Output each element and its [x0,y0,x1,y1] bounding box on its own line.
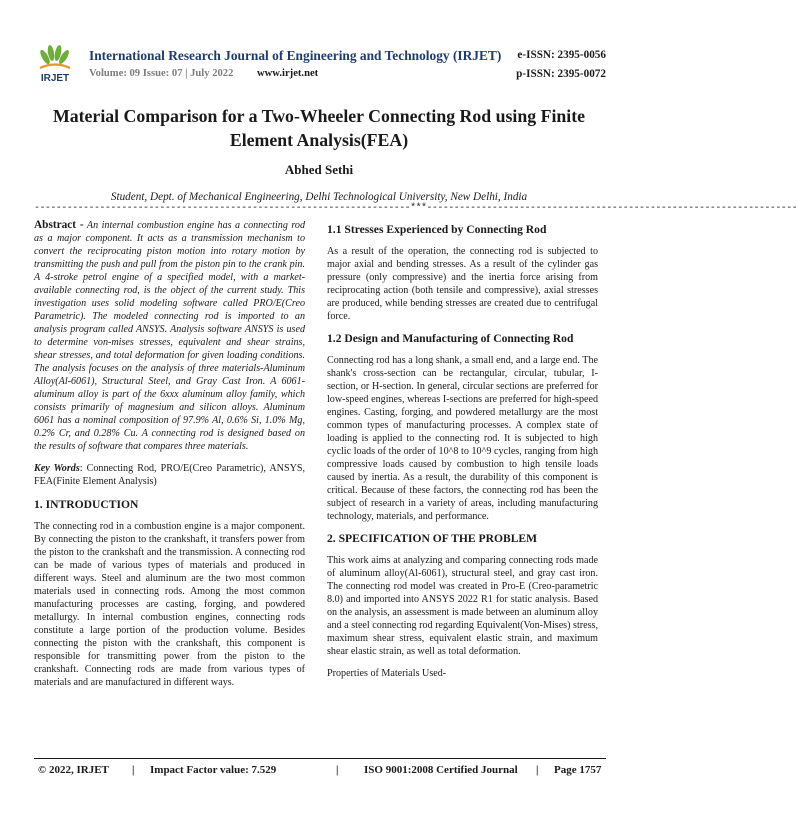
intro-heading: 1. INTRODUCTION [34,498,139,511]
footer-separator: | [536,764,539,776]
abstract-label: Abstract - [34,219,84,231]
footer-separator: | [132,764,135,776]
properties-label: Properties of Materials Used- [327,668,447,679]
pissn: p-ISSN: 2395-0072 [516,68,606,80]
footer-separator: | [336,764,339,776]
eissn: e-ISSN: 2395-0056 [517,49,606,61]
journal-header [34,44,606,86]
volume-issue: Volume: 09 Issue: 07 | July 2022 [89,68,234,79]
separator-line: ---------------------------------------------------------------------***-------------------------------------------------------------------- [34,203,797,214]
section-1-1-text: As a result of the operation, the connecting rod is subjected to major axial and bending stresses. As a result of the cylinder gas pressure (only compressive) and the inertia force arising from reciprocating action (both tensile and compressive), axial stresses are produced, while bending stresses are created due to centrifugal force. [327,246,598,322]
left-column [34,219,305,698]
author-affiliation: Student, Dept. of Mechanical Engineering, Delhi Technological University, New Delhi, India [110,191,528,203]
intro-text: The connecting rod in a combustion engine is a major component. By connecting the piston to the crankshaft, it transfers power from the piston to the crankshaft and the transmission. A connecting rod can be made of various types of materials and produced in different ways. Steel and aluminum are the two most common materials used in connecting rods. Among the most common manufacturing processes are casting, forging, and powdered metallurgy. In internal combustion engines, connecting rods constitute a large portion of the production volume. Besides connecting the piston with the crankshaft, this component is responsible for transmitting power from the piston to the crankshaft. Connecting rods are made from various types of materials and are manufactured in different ways. [34,521,305,688]
journal-name: International Research Journal of Engineering and Technology (IRJET) [89,48,502,63]
section-1-1-heading: 1.1 Stresses Experienced by Connecting Rod [327,223,547,236]
footer-impact-factor: Impact Factor value: 7.529 [150,764,277,776]
right-column [327,219,598,689]
keywords-label: Key Words [34,463,80,474]
journal-website[interactable]: www.irjet.net [257,68,319,79]
section-1-2-heading: 1.2 Design and Manufacturing of Connecting Rod [327,332,574,345]
footer-copyright: © 2022, IRJET [38,764,109,776]
footer-page-number: Page 1757 [554,764,602,776]
section-2-heading: 2. SPECIFICATION OF THE PROBLEM [327,532,538,545]
paper-author: Abhed Sethi [284,162,354,177]
paper-title: Material Comparison for a Two-Wheeler Connecting Rod using Finite Element Analysis(FEA) [52,106,586,150]
keywords [34,462,305,488]
abstract-text: An internal combustion engine has a connecting rod as a major component. It acts as a transmission mechanism to convert the reciprocating piston motion into rotary motion by transmitting the push and pull from the piston pin to the crank pin. A 4-stroke petrol engine of a specified model, with a market-available connecting rod, is the object of the current study. This investigation uses solid modeling software called PRO/E(Creo Parametric). The modeled connecting rod is imported to an analysis program called ANSYS. Analysis software ANSYS is used to determine von-mises stresses, equivalent and shear strains, shear stresses, and total deformation for given loading conditions. The analysis focuses on the analysis of three materials-Aluminum Alloy(Al-6061), Structural Steel, and Gray Cast Iron. A 6061-aluminum alloy is part of the 6xxx aluminum alloy family, which consists primarily of magnesium and silicon alloys. Aluminum 6061 has a nominal composition of 97.9% Al, 0.6% Si, 1.0% Mg, 0.2% Cr, and 0.28% Cu. A connecting rod is designed based on the results of software that compares three materials. [34,220,306,452]
irjet-logo [34,44,76,84]
footer-iso: ISO 9001:2008 Certified Journal [364,764,518,776]
section-1-2-text: Connecting rod has a long shank, a small end, and a large end. The shank's cross-section can be rectangular, circular, tubular, I-section, or H-section. In general, circular sections are preferred for low-speed engines, whereas I-sections are preferred for high-speed engines. Casting, forging, and powdered metallurgy are the most common types of manufacturing processes. A complex state of loading is applied to the connecting rod. It is subjected to high cyclic loads of the order of 10^8 to 10^9 cycles, ranging from high compressive loads caused by combustion to high tensile loads caused by inertia. As a result, the durability of this component is critical. Because of these factors, the connecting rod has been the subject of research in a variety of areas, including manufacturing technology, materials, and performance. [327,355,598,522]
keywords-text: : Connecting Rod, PRO/E(Creo Parametric), ANSYS, FEA(Finite Element Analysis) [34,463,305,487]
section-2-text: This work aims at analyzing and comparing connecting rods made of aluminum alloy(Al-6061), structural steel, and gray cast iron. The connecting rod model was created in Pro-E (Creo-parametric 8.0) and imported into ANSYS 2022 R1 for static analysis. Based on the analysis, an assessment is made between an aluminum alloy and a steel connecting rod regarding Equivalent(Von-Mises) stress, maximum shear stress, equivalent elastic strain, and maximum shear elastic strain, as well as total deformation. [327,555,598,657]
svg-text:IRJET: IRJET [40,73,70,84]
abstract [34,219,305,453]
page-footer [34,758,606,779]
